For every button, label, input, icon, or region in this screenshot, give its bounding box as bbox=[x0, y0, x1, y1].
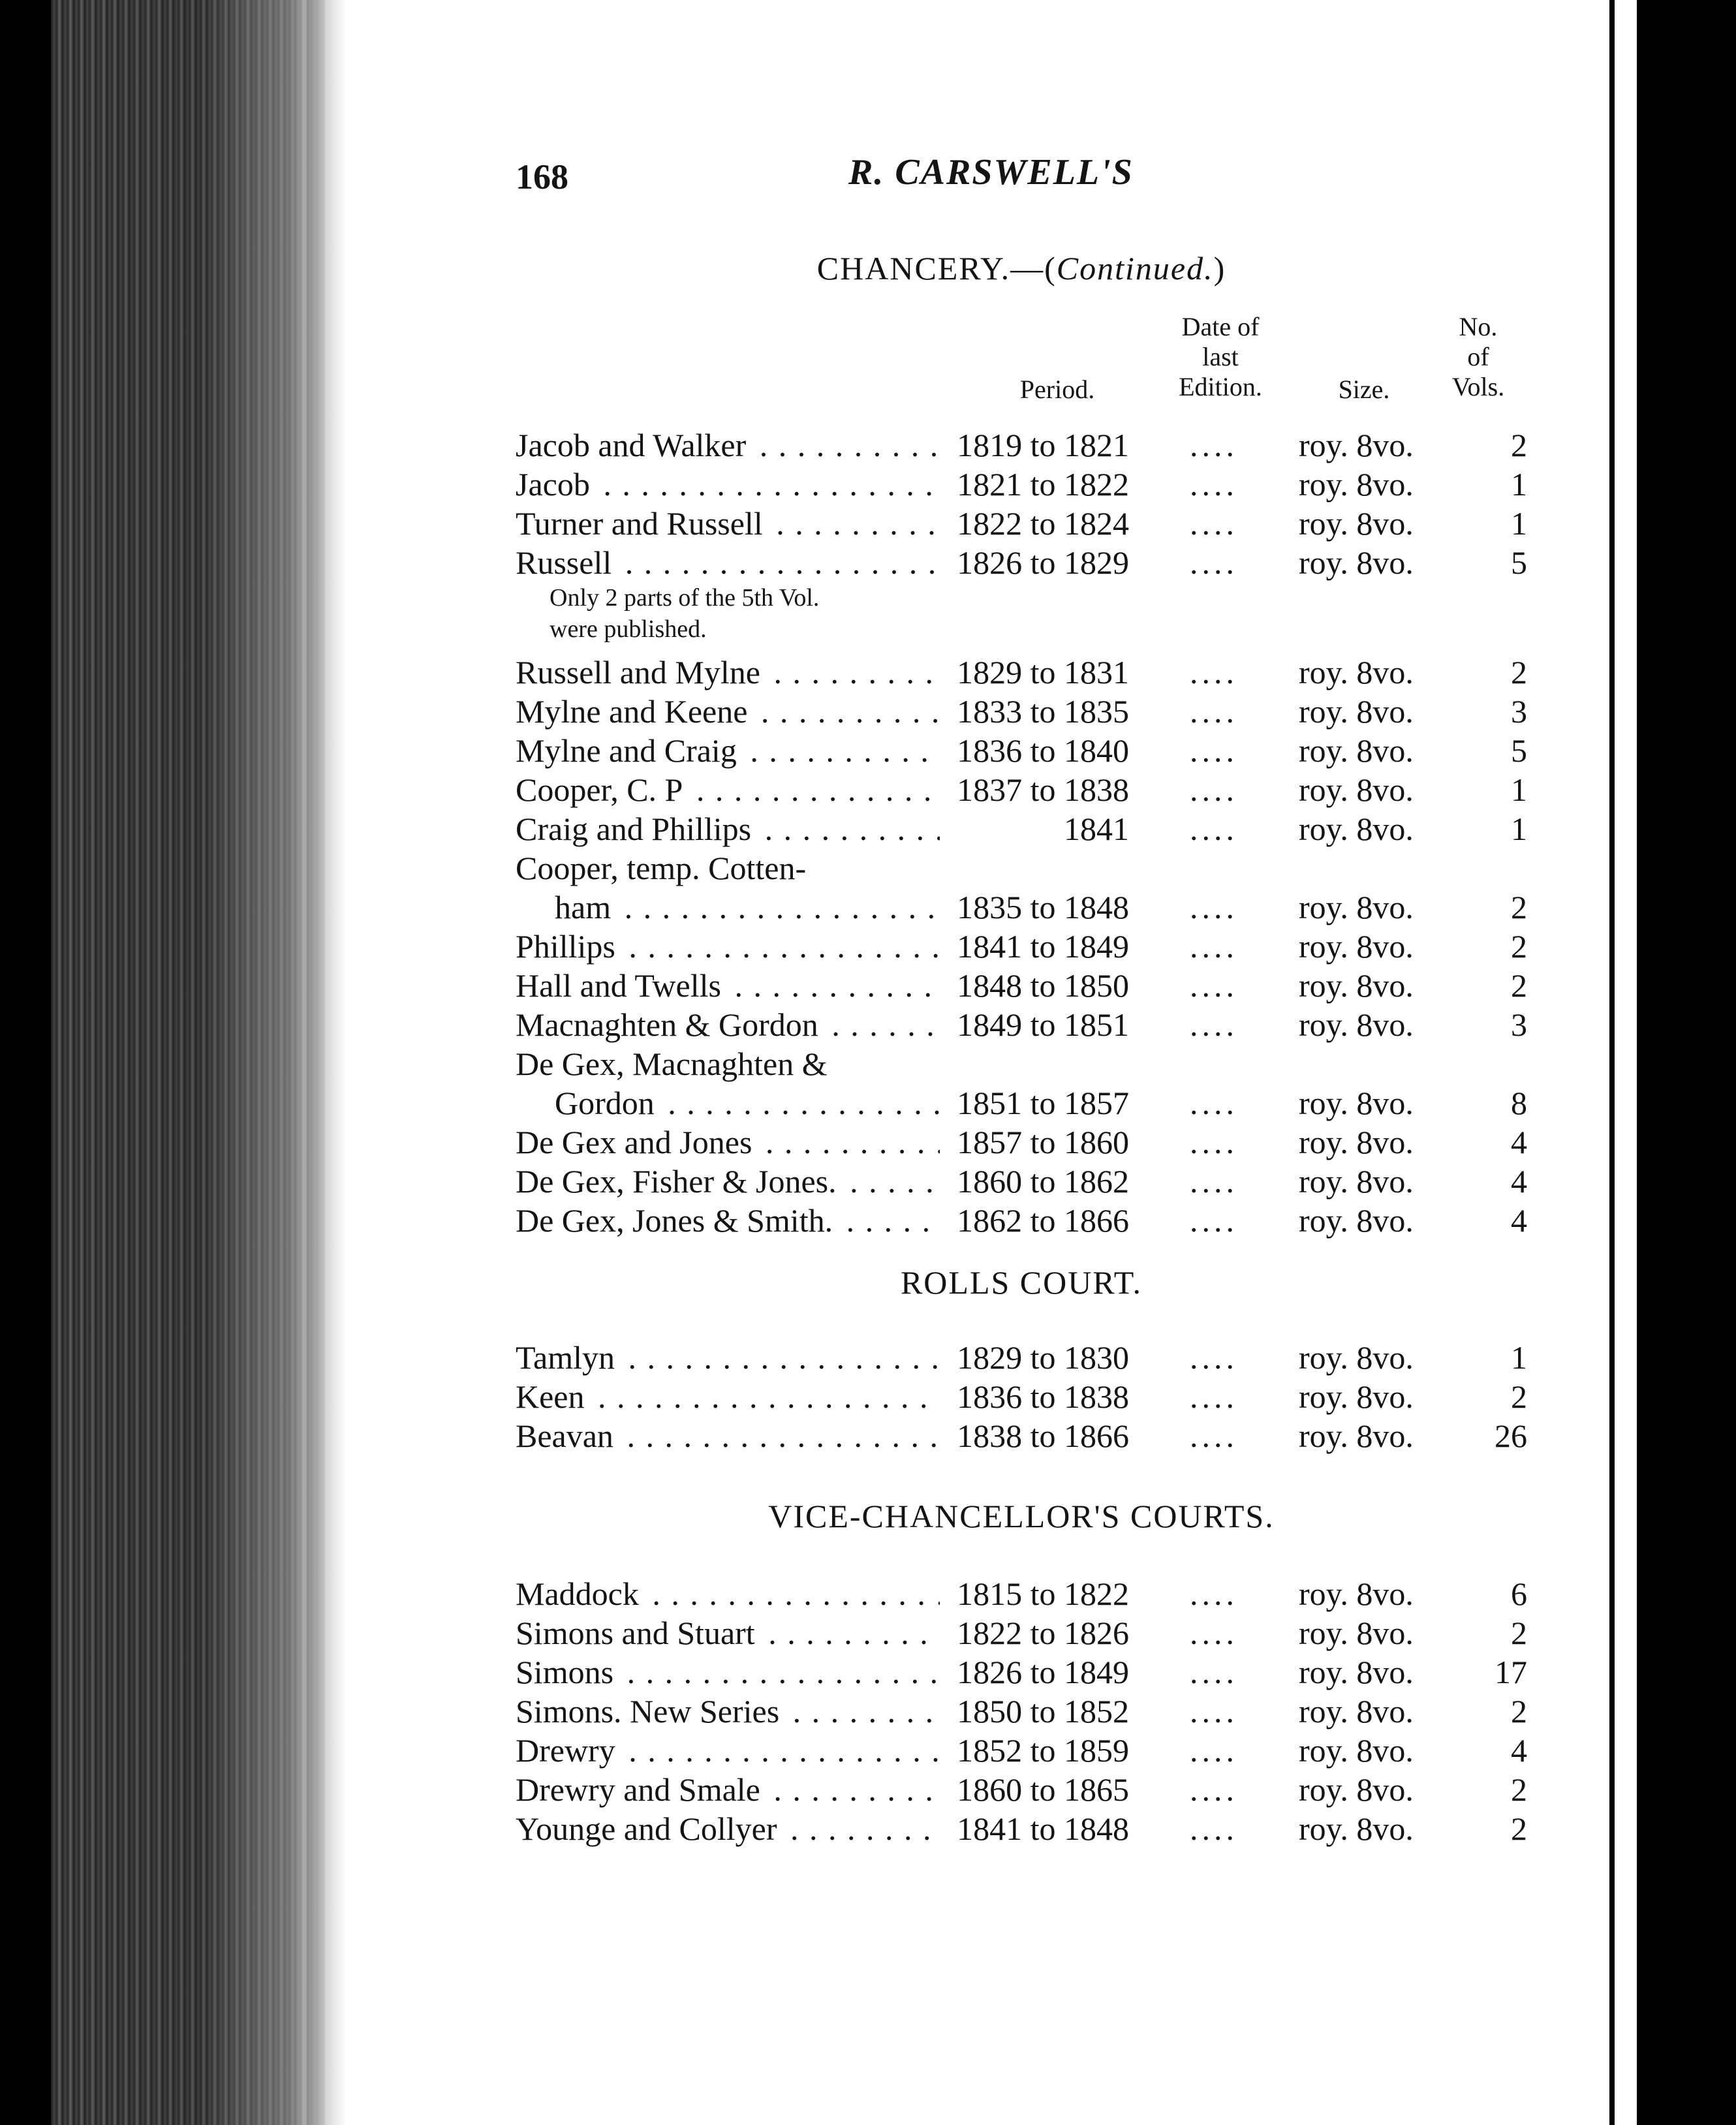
report-name bbox=[516, 1005, 940, 1044]
table-row bbox=[516, 966, 1527, 1005]
size-cell: roy. 8vo. bbox=[1299, 1006, 1414, 1043]
vols-cell: 2 bbox=[1511, 1615, 1527, 1651]
table-row bbox=[516, 1613, 1527, 1652]
report-name bbox=[516, 1652, 940, 1692]
period-cell: 1849 to 1851 bbox=[957, 1006, 1129, 1043]
report-name-text: ham bbox=[555, 889, 615, 925]
publication-note-line: Only 2 parts of the 5th Vol. bbox=[550, 584, 820, 612]
edition-cell: .... bbox=[1190, 466, 1238, 503]
report-name-text: Younge and Collyer bbox=[516, 1810, 781, 1847]
size-cell: roy. 8vo. bbox=[1299, 1693, 1414, 1729]
column-header-period: Period. bbox=[1019, 375, 1095, 404]
report-name-text: Cooper, C. P bbox=[516, 771, 687, 808]
period-cell: 1829 to 1831 bbox=[957, 654, 1129, 690]
period-cell: 1822 to 1826 bbox=[957, 1615, 1129, 1651]
report-name bbox=[516, 848, 940, 888]
column-header-vols-line: No. bbox=[1459, 312, 1498, 341]
size-cell: roy. 8vo. bbox=[1299, 1771, 1414, 1808]
report-name bbox=[516, 1162, 940, 1201]
report-name bbox=[516, 927, 940, 966]
report-name bbox=[555, 888, 940, 927]
report-name bbox=[516, 692, 940, 731]
table-row bbox=[516, 504, 1527, 543]
report-name-text: De Gex and Jones bbox=[516, 1124, 756, 1160]
vols-cell: 6 bbox=[1511, 1575, 1527, 1612]
period-cell: 1852 to 1859 bbox=[957, 1732, 1129, 1769]
period-cell: 1821 to 1822 bbox=[957, 466, 1129, 503]
size-cell: roy. 8vo. bbox=[1299, 466, 1414, 503]
report-name bbox=[516, 770, 940, 809]
size-cell: roy. 8vo. bbox=[1299, 693, 1414, 730]
vols-cell: 2 bbox=[1511, 654, 1527, 690]
edition-cell: .... bbox=[1190, 1163, 1238, 1200]
table-row bbox=[516, 888, 1527, 927]
report-name bbox=[516, 1044, 940, 1083]
report-name-text: Mylne and Craig bbox=[516, 732, 741, 769]
size-cell: roy. 8vo. bbox=[1299, 732, 1414, 769]
period-cell: 1826 to 1849 bbox=[957, 1654, 1129, 1690]
edition-cell: .... bbox=[1190, 693, 1238, 730]
vols-cell: 4 bbox=[1511, 1163, 1527, 1200]
vols-cell: 2 bbox=[1511, 1693, 1527, 1729]
column-header-edition bbox=[1142, 312, 1299, 402]
scan-border-rule bbox=[1609, 0, 1615, 2125]
table-row bbox=[516, 848, 1527, 888]
table-row bbox=[516, 1809, 1527, 1848]
column-header-size: Size. bbox=[1338, 375, 1390, 404]
report-name-text: Gordon bbox=[555, 1085, 659, 1121]
edition-cell: .... bbox=[1190, 1615, 1238, 1651]
edition-cell: .... bbox=[1190, 732, 1238, 769]
report-name bbox=[516, 504, 940, 543]
report-name-text: Beavan bbox=[516, 1418, 617, 1454]
report-name-text: Russell bbox=[516, 544, 615, 581]
vice-chancellors-table bbox=[516, 1574, 1527, 1848]
table-row bbox=[516, 1377, 1527, 1416]
report-name bbox=[516, 1692, 940, 1731]
period-cell: 1819 to 1821 bbox=[957, 427, 1129, 463]
table-row bbox=[516, 692, 1527, 731]
edition-cell: .... bbox=[1190, 889, 1238, 925]
column-header-vols-line: Vols. bbox=[1451, 372, 1505, 401]
column-header-vols-line: of bbox=[1467, 342, 1489, 371]
vols-cell: 2 bbox=[1511, 928, 1527, 965]
publication-note bbox=[550, 582, 819, 645]
vols-cell: 1 bbox=[1511, 1339, 1527, 1376]
edition-cell: .... bbox=[1190, 1810, 1238, 1847]
report-name bbox=[516, 1809, 940, 1848]
column-header-edition-line: last bbox=[1202, 342, 1239, 371]
report-name bbox=[516, 1574, 940, 1613]
size-cell: roy. 8vo. bbox=[1299, 1124, 1414, 1160]
size-cell: roy. 8vo. bbox=[1299, 889, 1414, 925]
size-cell: roy. 8vo. bbox=[1299, 1732, 1414, 1769]
edition-cell: .... bbox=[1190, 1654, 1238, 1690]
chancery-heading-close: ) bbox=[1213, 250, 1226, 287]
table-row bbox=[516, 1162, 1527, 1201]
report-name bbox=[516, 1201, 940, 1240]
report-name-text: Maddock bbox=[516, 1575, 643, 1612]
book-page-edges bbox=[51, 0, 325, 2125]
period-cell: 1851 to 1857 bbox=[957, 1085, 1129, 1121]
report-name-text: Macnaghten & Gordon bbox=[516, 1006, 822, 1043]
edition-cell: .... bbox=[1190, 1771, 1238, 1808]
table-row bbox=[516, 465, 1527, 504]
report-name-text: Hall and Twells bbox=[516, 967, 725, 1004]
size-cell: roy. 8vo. bbox=[1299, 1202, 1414, 1239]
edition-cell: .... bbox=[1190, 1378, 1238, 1415]
table-row bbox=[516, 653, 1527, 692]
running-title: R. CARSWELL'S bbox=[848, 152, 1134, 193]
period-cell: 1848 to 1850 bbox=[957, 967, 1129, 1004]
size-cell: roy. 8vo. bbox=[1299, 654, 1414, 690]
report-name-text: Mylne and Keene bbox=[516, 693, 751, 730]
gutter-shadow bbox=[307, 0, 346, 2125]
table-row bbox=[516, 426, 1527, 465]
column-header-vols bbox=[1429, 312, 1527, 402]
edition-cell: .... bbox=[1190, 505, 1238, 542]
report-name-text: Simons. New Series bbox=[516, 1693, 783, 1729]
vols-cell: 8 bbox=[1511, 1085, 1527, 1121]
vols-cell: 4 bbox=[1511, 1202, 1527, 1239]
edition-cell: .... bbox=[1190, 654, 1238, 690]
period-cell: 1841 bbox=[1064, 811, 1129, 847]
edition-cell: .... bbox=[1190, 928, 1238, 965]
size-cell: roy. 8vo. bbox=[1299, 1615, 1414, 1651]
edition-cell: .... bbox=[1190, 811, 1238, 847]
table-row bbox=[516, 1201, 1527, 1240]
report-name bbox=[516, 426, 940, 465]
report-name bbox=[516, 1377, 940, 1416]
vols-cell: 1 bbox=[1511, 771, 1527, 808]
chancery-table-a bbox=[516, 426, 1527, 582]
chancery-table-b bbox=[516, 653, 1527, 1240]
size-cell: roy. 8vo. bbox=[1299, 967, 1414, 1004]
vols-cell: 3 bbox=[1511, 693, 1527, 730]
table-row bbox=[516, 1044, 1527, 1083]
report-name-text: Cooper, temp. Cotten- bbox=[516, 850, 810, 886]
running-head bbox=[516, 152, 1207, 215]
table-row bbox=[516, 1574, 1527, 1613]
vols-cell: 26 bbox=[1495, 1418, 1527, 1454]
vols-cell: 4 bbox=[1511, 1732, 1527, 1769]
edition-cell: .... bbox=[1190, 1202, 1238, 1239]
vols-cell: 2 bbox=[1511, 967, 1527, 1004]
table-row bbox=[516, 809, 1527, 848]
report-name bbox=[516, 1613, 940, 1652]
edition-cell: .... bbox=[1190, 1693, 1238, 1729]
vols-cell: 2 bbox=[1511, 1378, 1527, 1415]
report-name-text: Drewry and Smale bbox=[516, 1771, 764, 1808]
size-cell: roy. 8vo. bbox=[1299, 1418, 1414, 1454]
report-name bbox=[516, 465, 940, 504]
period-cell: 1862 to 1866 bbox=[957, 1202, 1129, 1239]
column-headers bbox=[516, 312, 1527, 410]
scan-border-right bbox=[1637, 0, 1736, 2125]
vols-cell: 1 bbox=[1511, 466, 1527, 503]
period-cell: 1860 to 1862 bbox=[957, 1163, 1129, 1200]
size-cell: roy. 8vo. bbox=[1299, 811, 1414, 847]
period-cell: 1822 to 1824 bbox=[957, 505, 1129, 542]
report-name bbox=[516, 543, 940, 582]
report-name-text: Jacob and Walker bbox=[516, 427, 750, 463]
size-cell: roy. 8vo. bbox=[1299, 771, 1414, 808]
report-name-text: Keen bbox=[516, 1378, 589, 1415]
report-name bbox=[516, 1770, 940, 1809]
vice-chancellors-heading: VICE-CHANCELLOR'S COURTS. bbox=[768, 1498, 1275, 1534]
report-name bbox=[516, 731, 940, 770]
table-row bbox=[516, 770, 1527, 809]
edition-cell: .... bbox=[1190, 1124, 1238, 1160]
table-row bbox=[516, 1338, 1527, 1377]
vols-cell: 2 bbox=[1511, 1771, 1527, 1808]
table-row bbox=[516, 1652, 1527, 1692]
report-name-text: Tamlyn bbox=[516, 1339, 619, 1376]
period-cell: 1826 to 1829 bbox=[957, 544, 1129, 581]
table-row bbox=[516, 543, 1527, 582]
table-row bbox=[516, 731, 1527, 770]
table-row bbox=[516, 1731, 1527, 1770]
period-cell: 1829 to 1830 bbox=[957, 1339, 1129, 1376]
report-name-text: Jacob bbox=[516, 466, 594, 503]
chancery-heading-continued: Continued. bbox=[1056, 250, 1214, 287]
page-number: 168 bbox=[516, 157, 568, 196]
report-name-text: De Gex, Jones & Smith. bbox=[516, 1202, 837, 1239]
edition-cell: .... bbox=[1190, 1732, 1238, 1769]
period-cell: 1841 to 1849 bbox=[957, 928, 1129, 965]
size-cell: roy. 8vo. bbox=[1299, 1575, 1414, 1612]
period-cell: 1833 to 1835 bbox=[957, 693, 1129, 730]
size-cell: roy. 8vo. bbox=[1299, 1085, 1414, 1121]
edition-cell: .... bbox=[1190, 427, 1238, 463]
report-name bbox=[516, 1338, 940, 1377]
table-row bbox=[516, 1123, 1527, 1162]
report-name bbox=[516, 966, 940, 1005]
edition-cell: .... bbox=[1190, 1085, 1238, 1121]
edition-cell: .... bbox=[1190, 967, 1238, 1004]
report-name-text: Russell and Mylne bbox=[516, 654, 764, 690]
edition-cell: .... bbox=[1190, 1575, 1238, 1612]
size-cell: roy. 8vo. bbox=[1299, 1654, 1414, 1690]
edition-cell: .... bbox=[1190, 1418, 1238, 1454]
period-cell: 1837 to 1838 bbox=[957, 771, 1129, 808]
size-cell: roy. 8vo. bbox=[1299, 1810, 1414, 1847]
period-cell: 1850 to 1852 bbox=[957, 1693, 1129, 1729]
vols-cell: 2 bbox=[1511, 889, 1527, 925]
table-row bbox=[516, 1416, 1527, 1455]
report-name-text: Phillips bbox=[516, 928, 619, 965]
report-name-text: Turner and Russell bbox=[516, 505, 767, 542]
report-name bbox=[555, 1083, 940, 1123]
size-cell: roy. 8vo. bbox=[1299, 1378, 1414, 1415]
rolls-court-table bbox=[516, 1338, 1527, 1455]
chancery-heading-text: CHANCERY.—( bbox=[816, 250, 1057, 287]
period-cell: 1857 to 1860 bbox=[957, 1124, 1129, 1160]
report-name bbox=[516, 1123, 940, 1162]
report-name-text: Simons and Stuart bbox=[516, 1615, 759, 1651]
table-row bbox=[516, 1083, 1527, 1123]
publication-note-line: were published. bbox=[550, 615, 707, 643]
report-name-text: Simons bbox=[516, 1654, 617, 1690]
table-row bbox=[516, 1005, 1527, 1044]
report-name-text: De Gex, Fisher & Jones. bbox=[516, 1163, 841, 1200]
scan-border-left bbox=[0, 0, 51, 2125]
period-cell: 1841 to 1848 bbox=[957, 1810, 1129, 1847]
size-cell: roy. 8vo. bbox=[1299, 427, 1414, 463]
report-name bbox=[516, 1416, 940, 1455]
period-cell: 1860 to 1865 bbox=[957, 1771, 1129, 1808]
period-cell: 1835 to 1848 bbox=[957, 889, 1129, 925]
vols-cell: 1 bbox=[1511, 505, 1527, 542]
period-cell: 1836 to 1840 bbox=[957, 732, 1129, 769]
period-cell: 1815 to 1822 bbox=[957, 1575, 1129, 1612]
size-cell: roy. 8vo. bbox=[1299, 1339, 1414, 1376]
edition-cell: .... bbox=[1190, 771, 1238, 808]
report-name bbox=[516, 1731, 940, 1770]
edition-cell: .... bbox=[1190, 1339, 1238, 1376]
period-cell: 1838 to 1866 bbox=[957, 1418, 1129, 1454]
table-row bbox=[516, 1692, 1527, 1731]
report-name-text: De Gex, Macnaghten & bbox=[516, 1046, 831, 1082]
vols-cell: 17 bbox=[1495, 1654, 1527, 1690]
chancery-heading bbox=[516, 249, 1527, 287]
report-name bbox=[516, 809, 940, 848]
vols-cell: 2 bbox=[1511, 427, 1527, 463]
vols-cell: 1 bbox=[1511, 811, 1527, 847]
table-row bbox=[516, 927, 1527, 966]
rolls-court-heading: ROLLS COURT. bbox=[900, 1264, 1143, 1301]
vols-cell: 4 bbox=[1511, 1124, 1527, 1160]
report-name-text: Drewry bbox=[516, 1732, 619, 1769]
column-header-edition-line: Date of bbox=[1181, 312, 1260, 341]
size-cell: roy. 8vo. bbox=[1299, 928, 1414, 965]
vols-cell: 5 bbox=[1511, 732, 1527, 769]
edition-cell: .... bbox=[1190, 544, 1238, 581]
column-header-edition-line: Edition. bbox=[1179, 372, 1262, 401]
edition-cell: .... bbox=[1190, 1006, 1238, 1043]
vols-cell: 2 bbox=[1511, 1810, 1527, 1847]
report-name bbox=[516, 653, 940, 692]
size-cell: roy. 8vo. bbox=[1299, 505, 1414, 542]
report-name-text: Craig and Phillips bbox=[516, 811, 755, 847]
period-cell: 1836 to 1838 bbox=[957, 1378, 1129, 1415]
size-cell: roy. 8vo. bbox=[1299, 544, 1414, 581]
size-cell: roy. 8vo. bbox=[1299, 1163, 1414, 1200]
vols-cell: 3 bbox=[1511, 1006, 1527, 1043]
vols-cell: 5 bbox=[1511, 544, 1527, 581]
table-row bbox=[516, 1770, 1527, 1809]
